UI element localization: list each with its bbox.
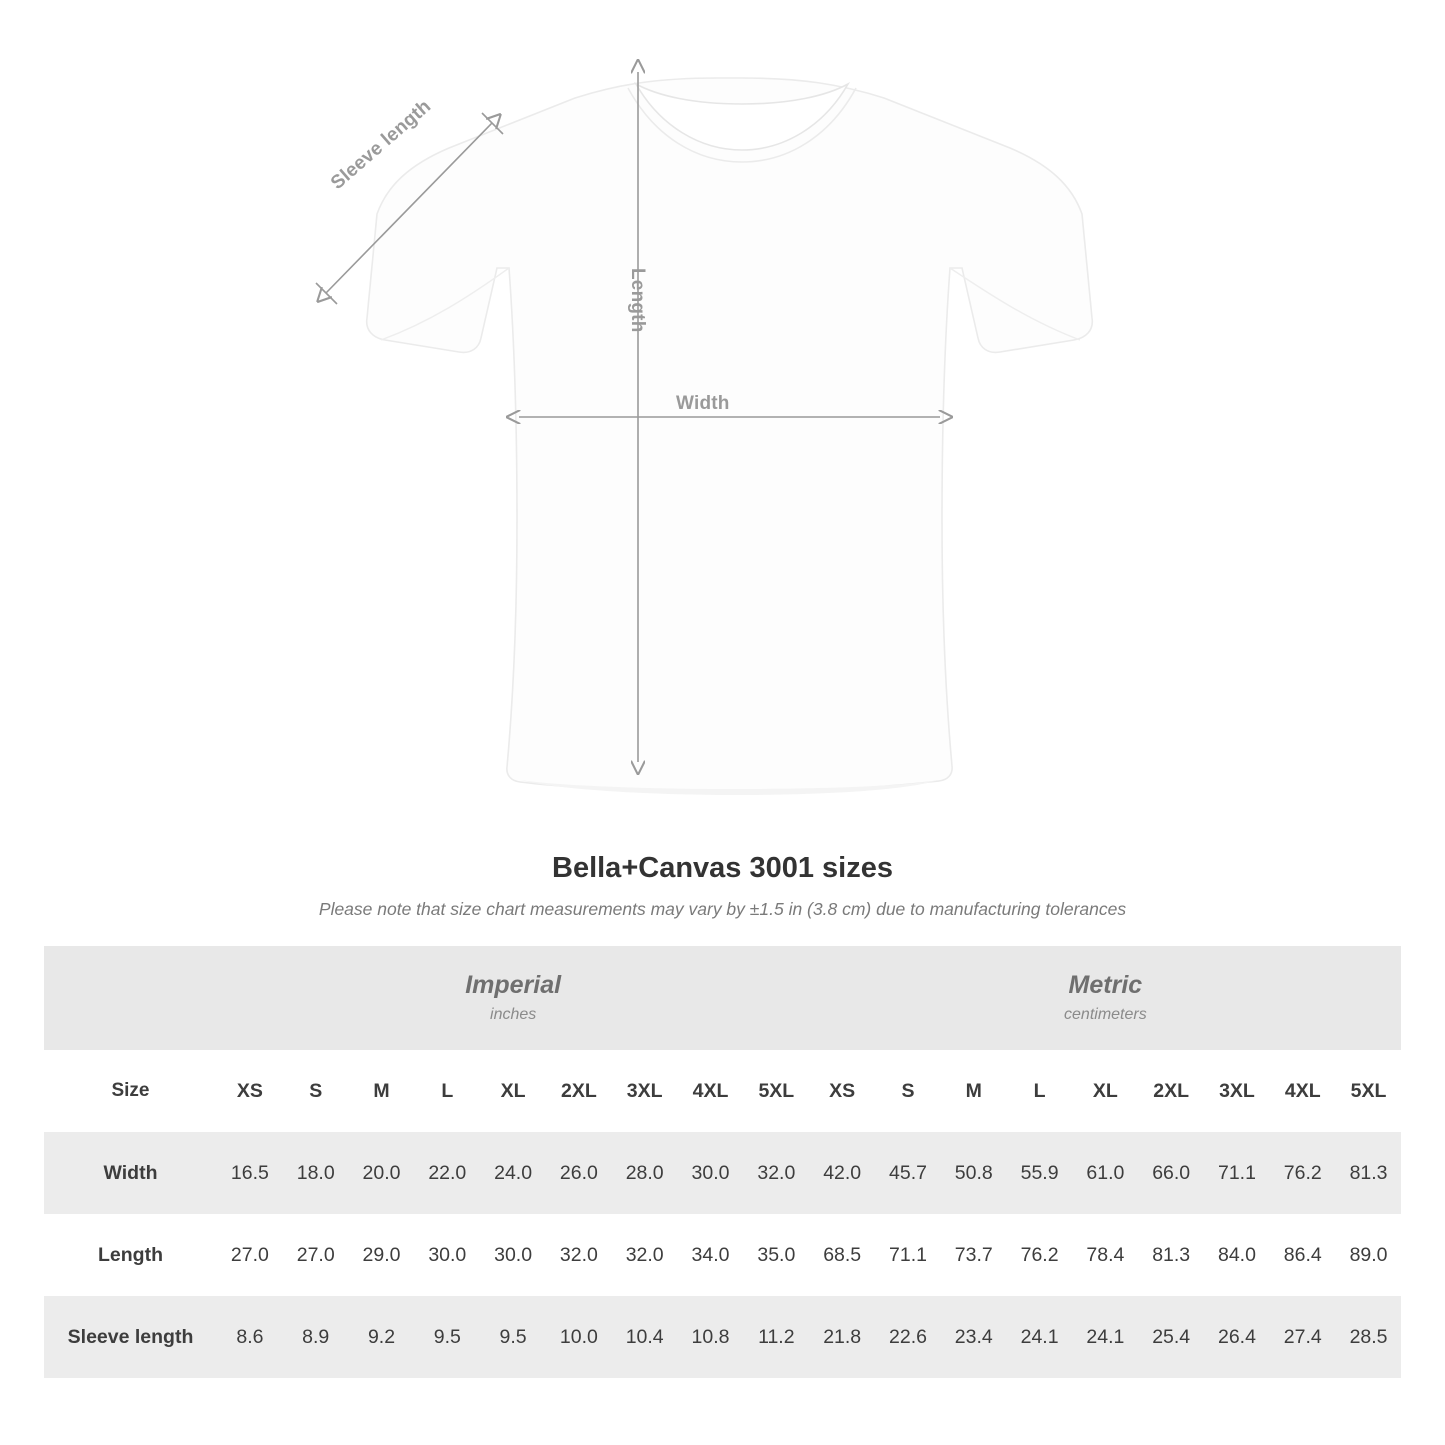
unit-group-imperial: [217, 946, 809, 1050]
unit-group-metric-sub: centimeters: [1064, 1006, 1147, 1024]
cell-length-8: 35.0: [743, 1214, 809, 1296]
unit-header-row: [44, 946, 1401, 1050]
length-label: Length: [627, 268, 648, 333]
size-col-0: XS: [217, 1050, 283, 1132]
cell-sleeve-16: 27.4: [1270, 1296, 1336, 1378]
cell-sleeve-0: 8.6: [217, 1296, 283, 1378]
cell-width-12: 55.9: [1007, 1132, 1073, 1214]
size-col-9: XS: [809, 1050, 875, 1132]
size-table-wrapper: [44, 946, 1401, 1378]
cell-length-16: 86.4: [1270, 1214, 1336, 1296]
cell-sleeve-15: 26.4: [1204, 1296, 1270, 1378]
cell-length-15: 84.0: [1204, 1214, 1270, 1296]
cell-sleeve-7: 10.8: [678, 1296, 744, 1378]
size-row-label: Size: [44, 1050, 217, 1132]
page-title: Bella+Canvas 3001 sizes: [552, 852, 893, 884]
cell-length-1: 27.0: [283, 1214, 349, 1296]
cell-sleeve-17: 28.5: [1336, 1296, 1402, 1378]
size-col-10: S: [875, 1050, 941, 1132]
cell-width-1: 18.0: [283, 1132, 349, 1214]
cell-width-11: 50.8: [941, 1132, 1007, 1214]
size-col-11: M: [941, 1050, 1007, 1132]
row-label-width: Width: [44, 1132, 217, 1214]
cell-length-3: 30.0: [414, 1214, 480, 1296]
cell-sleeve-3: 9.5: [414, 1296, 480, 1378]
cell-width-14: 66.0: [1138, 1132, 1204, 1214]
cell-width-8: 32.0: [743, 1132, 809, 1214]
size-col-2: M: [349, 1050, 415, 1132]
unit-group-imperial-sub: inches: [490, 1006, 537, 1024]
row-label-length: Length: [44, 1214, 217, 1296]
cell-sleeve-9: 21.8: [809, 1296, 875, 1378]
cell-length-17: 89.0: [1336, 1214, 1402, 1296]
unit-group-metric-name: Metric: [1068, 970, 1143, 999]
size-col-3: L: [414, 1050, 480, 1132]
cell-width-2: 20.0: [349, 1132, 415, 1214]
cell-width-10: 45.7: [875, 1132, 941, 1214]
size-col-13: XL: [1072, 1050, 1138, 1132]
table-row: [44, 1296, 1401, 1378]
cell-sleeve-8: 11.2: [743, 1296, 809, 1378]
cell-width-9: 42.0: [809, 1132, 875, 1214]
title-block: [0, 852, 1445, 920]
cell-length-0: 27.0: [217, 1214, 283, 1296]
row-label-sleeve-length: Sleeve length: [44, 1296, 217, 1378]
cell-length-6: 32.0: [612, 1214, 678, 1296]
unit-group-imperial-name: Imperial: [465, 970, 562, 999]
cell-width-4: 24.0: [480, 1132, 546, 1214]
size-col-12: L: [1007, 1050, 1073, 1132]
cell-sleeve-10: 22.6: [875, 1296, 941, 1378]
size-col-17: 5XL: [1336, 1050, 1402, 1132]
cell-length-14: 81.3: [1138, 1214, 1204, 1296]
size-col-8: 5XL: [743, 1050, 809, 1132]
tshirt-shape: [367, 78, 1093, 795]
table-row: [44, 1214, 1401, 1296]
size-col-15: 3XL: [1204, 1050, 1270, 1132]
cell-length-12: 76.2: [1007, 1214, 1073, 1296]
cell-length-13: 78.4: [1072, 1214, 1138, 1296]
cell-width-6: 28.0: [612, 1132, 678, 1214]
cell-length-4: 30.0: [480, 1214, 546, 1296]
cell-sleeve-14: 25.4: [1138, 1296, 1204, 1378]
cell-sleeve-2: 9.2: [349, 1296, 415, 1378]
cell-length-10: 71.1: [875, 1214, 941, 1296]
cell-sleeve-1: 8.9: [283, 1296, 349, 1378]
width-label: Width: [676, 393, 730, 414]
cell-width-13: 61.0: [1072, 1132, 1138, 1214]
cell-sleeve-5: 10.0: [546, 1296, 612, 1378]
cell-width-16: 76.2: [1270, 1132, 1336, 1214]
cell-sleeve-12: 24.1: [1007, 1296, 1073, 1378]
tolerance-note: Please note that size chart measurements may vary by ±1.5 in (3.8 cm) due to manufacturing tolerances: [318, 899, 1127, 919]
cell-length-7: 34.0: [678, 1214, 744, 1296]
size-col-5: 2XL: [546, 1050, 612, 1132]
size-col-6: 3XL: [612, 1050, 678, 1132]
unit-header-spacer: [44, 946, 217, 1050]
size-col-4: XL: [480, 1050, 546, 1132]
size-table: [44, 946, 1401, 1378]
size-col-1: S: [283, 1050, 349, 1132]
size-col-16: 4XL: [1270, 1050, 1336, 1132]
unit-group-metric: [809, 946, 1401, 1050]
cell-width-7: 30.0: [678, 1132, 744, 1214]
cell-sleeve-11: 23.4: [941, 1296, 1007, 1378]
cell-sleeve-13: 24.1: [1072, 1296, 1138, 1378]
size-col-14: 2XL: [1138, 1050, 1204, 1132]
cell-length-11: 73.7: [941, 1214, 1007, 1296]
cell-width-15: 71.1: [1204, 1132, 1270, 1214]
cell-width-3: 22.0: [414, 1132, 480, 1214]
cell-sleeve-6: 10.4: [612, 1296, 678, 1378]
table-row: [44, 1132, 1401, 1214]
cell-length-2: 29.0: [349, 1214, 415, 1296]
cell-length-9: 68.5: [809, 1214, 875, 1296]
cell-length-5: 32.0: [546, 1214, 612, 1296]
cell-width-17: 81.3: [1336, 1132, 1402, 1214]
sleeve-length-label: Sleeve length: [327, 95, 436, 194]
cell-width-0: 16.5: [217, 1132, 283, 1214]
size-col-7: 4XL: [678, 1050, 744, 1132]
size-header-row: [44, 1050, 1401, 1132]
cell-width-5: 26.0: [546, 1132, 612, 1214]
cell-sleeve-4: 9.5: [480, 1296, 546, 1378]
